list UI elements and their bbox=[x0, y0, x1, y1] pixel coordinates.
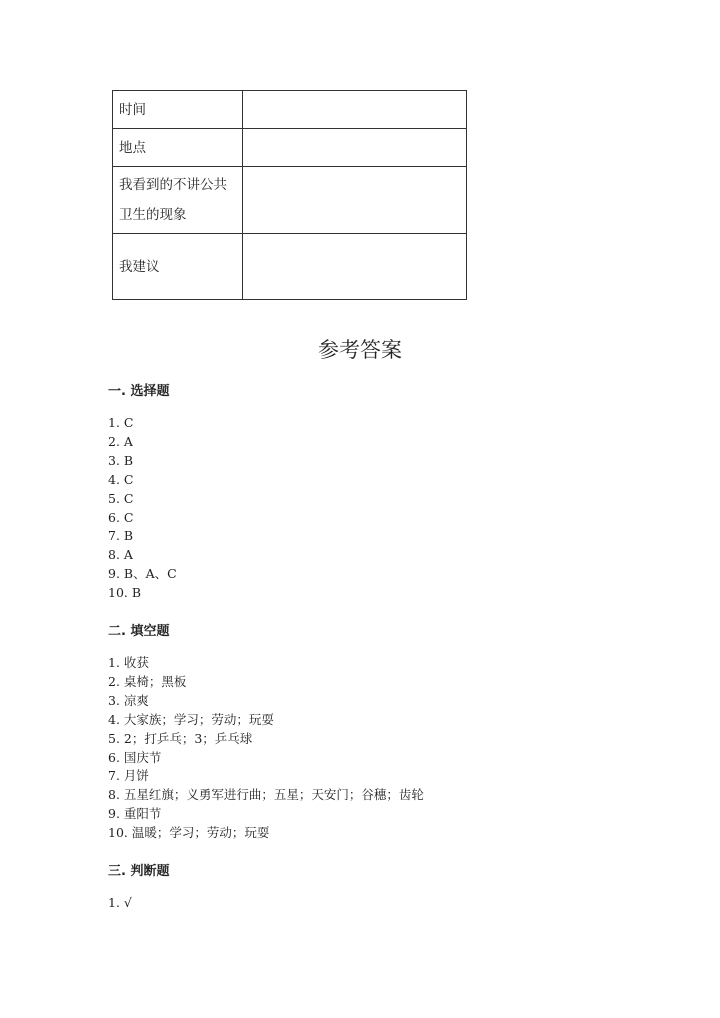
value-time[interactable] bbox=[243, 91, 467, 129]
answer-item: 2. A bbox=[108, 433, 133, 449]
label-suggestion: 我建议 bbox=[113, 234, 243, 300]
answer-item: 5. C bbox=[108, 490, 134, 506]
answer-item: 10. B bbox=[108, 585, 142, 601]
value-observed[interactable] bbox=[243, 167, 467, 234]
value-place[interactable] bbox=[243, 129, 467, 167]
answer-list-fill bbox=[108, 654, 424, 843]
answer-item: 9. 重阳节 bbox=[108, 806, 162, 822]
section-heading: 二. 填空题 bbox=[108, 624, 170, 639]
answer-item: 10. 温暖；学习；劳动；玩耍 bbox=[108, 825, 270, 841]
answer-item: 1. 收获 bbox=[108, 655, 149, 670]
section-heading: 一. 选择题 bbox=[108, 384, 170, 399]
value-suggestion[interactable] bbox=[243, 234, 467, 300]
answer-item: 5. 2；打乒乓；3；乒乓球 bbox=[108, 730, 253, 746]
answer-item: 1. √ bbox=[108, 895, 132, 910]
section-heading: 三. 判断题 bbox=[108, 864, 170, 879]
answer-item: 4. 大家族；学习；劳动；玩耍 bbox=[108, 711, 274, 727]
answer-item: 7. B bbox=[108, 528, 134, 544]
answer-list-judge bbox=[108, 894, 132, 913]
answer-item: 2. 桌椅；黑板 bbox=[108, 673, 187, 689]
answer-item: 9. B、A、C bbox=[108, 566, 177, 582]
answer-item: 3. B bbox=[108, 452, 134, 468]
answer-item: 8. A bbox=[108, 547, 133, 563]
answer-item: 1. C bbox=[108, 415, 134, 430]
answer-item: 3. 凉爽 bbox=[108, 692, 149, 708]
answer-item: 8. 五星红旗；义勇军进行曲；五星；天安门；谷穗；齿轮 bbox=[108, 787, 424, 803]
answer-item: 6. 国庆节 bbox=[108, 749, 162, 765]
label-place: 地点 bbox=[113, 129, 243, 167]
label-observed: 我看到的不讲公共卫生的现象 bbox=[113, 167, 243, 234]
answer-item: 7. 月饼 bbox=[108, 768, 149, 784]
answer-list-choice bbox=[108, 414, 177, 603]
answer-item: 4. C bbox=[108, 471, 134, 487]
answer-item: 6. C bbox=[108, 509, 134, 525]
label-time: 时间 bbox=[113, 91, 243, 129]
survey-table bbox=[112, 90, 467, 300]
answer-title: 参考答案 bbox=[318, 338, 402, 362]
